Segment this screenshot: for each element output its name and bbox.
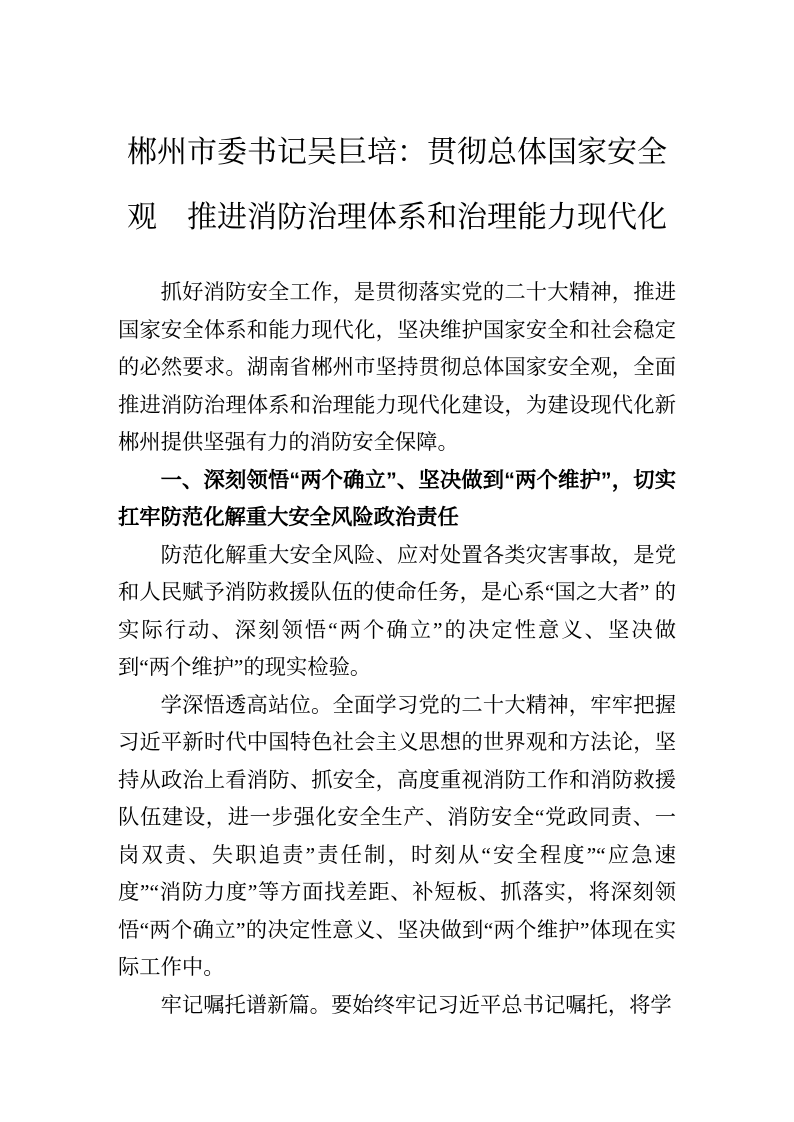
section-heading-1: 一、深刻领悟“两个确立”、坚决做到“两个维护”，切实扛牢防范化解重大安全风险政治责任	[118, 467, 676, 529]
document-title: 郴州市委书记吴巨培：贯彻总体国家安全观 推进消防治理体系和治理能力现代化	[127, 136, 667, 234]
intro-paragraph: 抓好消防安全工作，是贯彻落实党的二十大精神，推进国家安全体系和能力现代化，坚决维护国家安全和社会稳定的必然要求。湖南省郴州市坚持贯彻总体国家安全观，全面推进消防治理体系和治理能力现代化建设，为建设现代化新郴州提供坚强有力的消防安全保障。	[118, 280, 676, 454]
body-paragraph-partial: 牢记嘱托谱新篇。要始终牢记习近平总书记嘱托，将学	[160, 992, 672, 1017]
body-paragraph: 防范化解重大安全风险、应对处置各类灾害事故，是党和人民赋予消防救援队伍的使命任务，是心系“国之大者” 的实际行动、深刻领悟“两个确立”的决定性意义、坚决做到“两个维护”的现实检验。	[118, 542, 676, 679]
document-body	[118, 274, 676, 1024]
body-paragraph: 学深悟透高站位。全面学习党的二十大精神，牢牢把握习近平新时代中国特色社会主义思想的世界观和方法论，坚持从政治上看消防、抓安全，高度重视消防工作和消防救援队伍建设，进一步强化安全生产、消防安全“党政同责、一岗双责、失职追责”责任制，时刻从“安全程度”“应急速度”“消防力度”等方面找差距、补短板、抓落实，将深刻领悟“两个确立”的决定性意义、坚决做到“两个维护”体现在实际工作中。	[118, 692, 676, 979]
